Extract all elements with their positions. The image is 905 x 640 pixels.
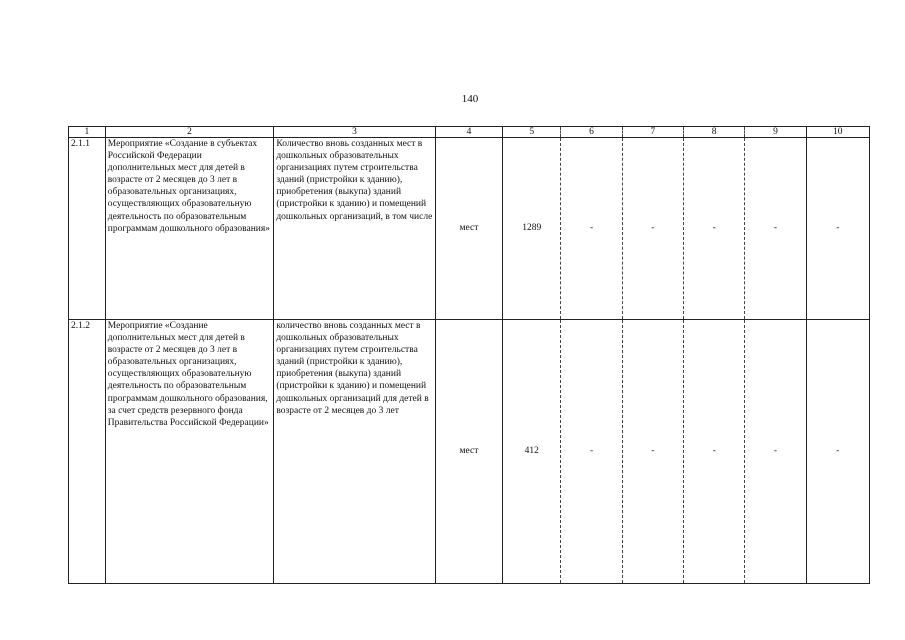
value-cell: - (684, 320, 745, 584)
indicator-cell: Количество вновь созданных мест в дошкольных образовательных организациях путем строительства зданий (пристройки к зданию), приобретения (выкупа) зданий (пристройки к зданию) и помещений дошкольных организаций, в том числе (274, 138, 435, 320)
row-code: 2.1.2 (69, 320, 106, 584)
header-row (69, 127, 870, 138)
header-cell: 4 (435, 127, 502, 138)
header-cell: 1 (69, 127, 106, 138)
measures-table (68, 126, 870, 584)
value-cell: - (806, 320, 869, 584)
activity-cell: Мероприятие «Создание дополнительных мест для детей в возрасте от 2 месяцев до 3 лет в образовательных организациях, осуществляющих образовательную деятельность по образовательным программам дошкольного образования, за счет средств резервного фонда Правительства Российской Федерации» (105, 320, 274, 584)
table-row (69, 320, 870, 584)
unit-cell: мест (435, 320, 502, 584)
value-cell: - (622, 320, 683, 584)
table-row (69, 138, 870, 320)
header-cell: 6 (561, 127, 622, 138)
header-cell: 7 (622, 127, 683, 138)
page-number: 140 (461, 93, 479, 105)
header-cell: 9 (745, 127, 806, 138)
value-cell: 1289 (503, 138, 561, 320)
unit-cell: мест (435, 138, 502, 320)
value-cell: - (745, 320, 806, 584)
value-cell: - (745, 138, 806, 320)
header-cell: 8 (684, 127, 745, 138)
value-cell: - (622, 138, 683, 320)
indicator-cell: количество вновь созданных мест в дошкольных образовательных организациях путем строительства зданий (пристройки к зданию), приобретения (выкупа) зданий (пристройки к зданию) и помещений дошкольных организаций для детей в возрасте от 2 месяцев до 3 лет (274, 320, 435, 584)
row-code: 2.1.1 (69, 138, 106, 320)
header-cell: 3 (274, 127, 435, 138)
header-cell: 5 (503, 127, 561, 138)
value-cell: - (561, 320, 622, 584)
value-cell: - (806, 138, 869, 320)
activity-cell: Мероприятие «Создание в субъектах Российской Федерации дополнительных мест для детей в возрасте от 2 месяцев до 3 лет в образовательных организациях, осуществляющих образовательную деятельность по образовательным программам дошкольного образования» (105, 138, 274, 320)
value-cell: 412 (503, 320, 561, 584)
value-cell: - (684, 138, 745, 320)
header-cell: 2 (105, 127, 274, 138)
header-cell: 10 (806, 127, 869, 138)
value-cell: - (561, 138, 622, 320)
